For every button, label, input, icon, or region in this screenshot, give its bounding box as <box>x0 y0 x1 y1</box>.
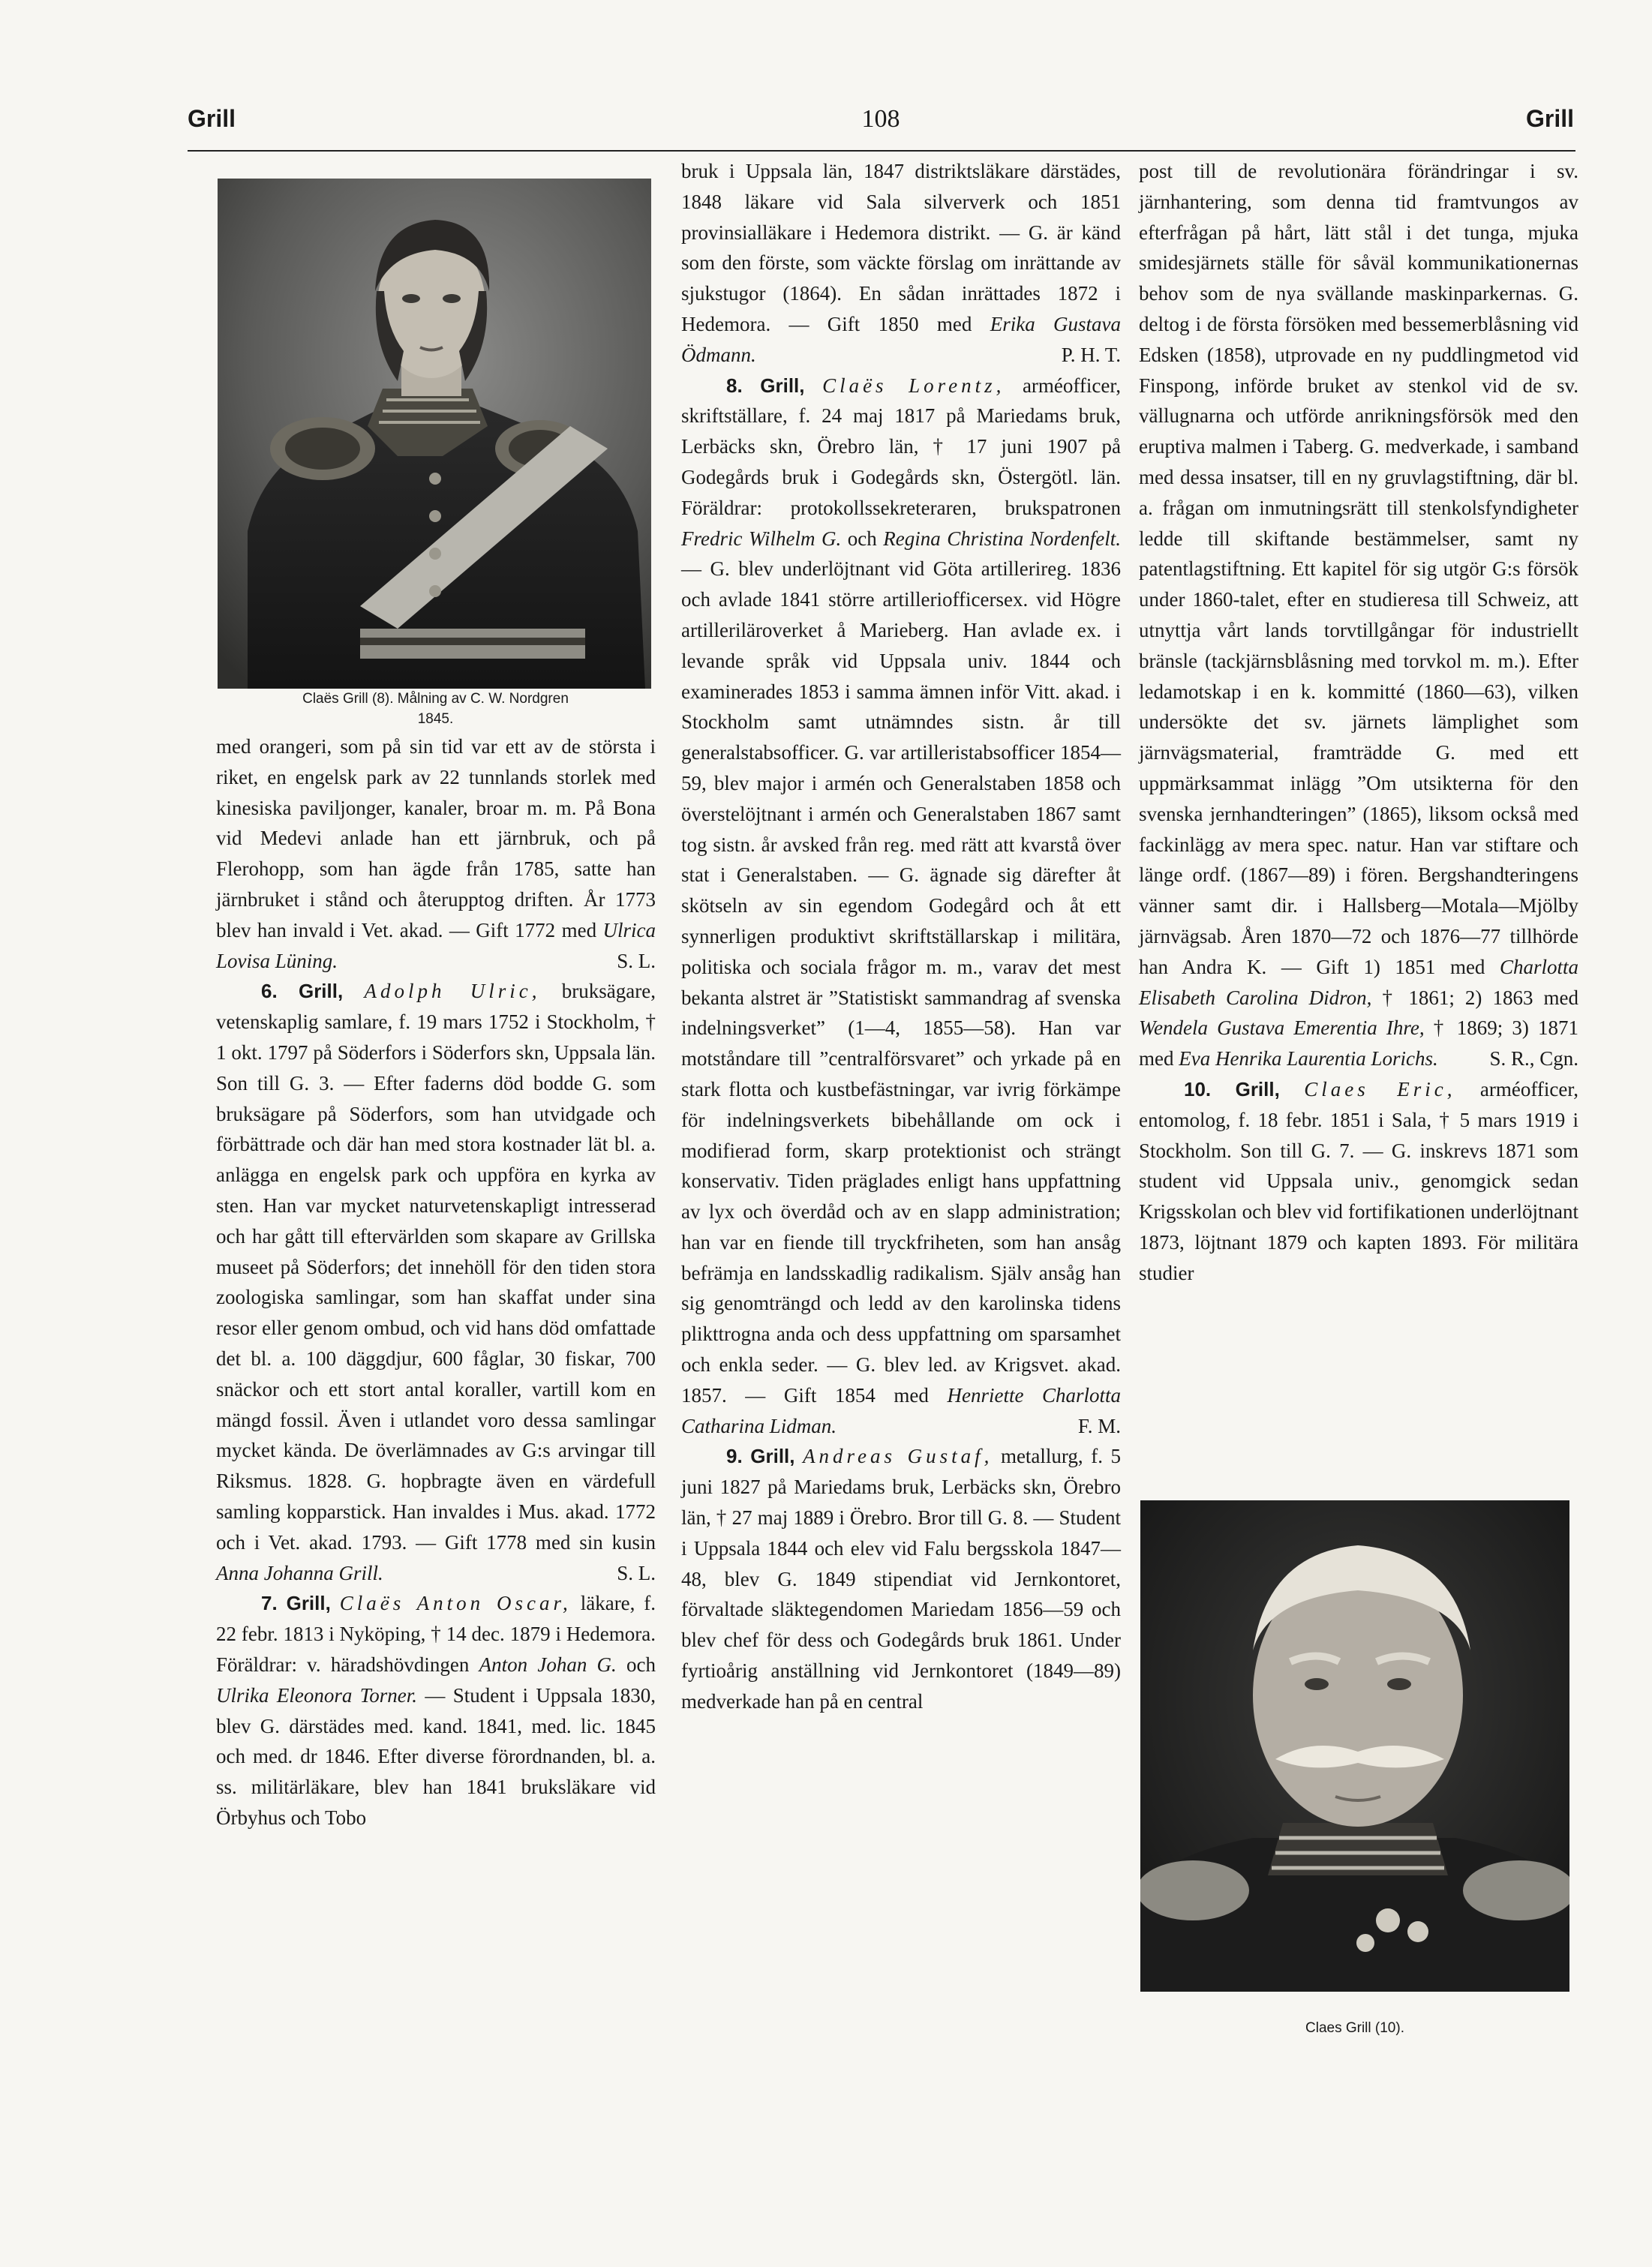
entry-headword: Grill, <box>1235 1077 1280 1100</box>
spouse-name: Henriette Charlotta Catharina Lidman. <box>681 1383 1121 1437</box>
paragraph <box>1139 156 1578 1074</box>
text: arméofficer, entomolog, f. 18 febr. 1851 i Sala, † 5 mars 1919 i Stockholm. Son till G. 7. — G. inskrevs 1871 som student vid Uppsala univ., genomgick sedan Krigsskolan och blev vid fortifikationen underlöjtnant 1873, löjtnant 1879 och kapten 1893. För militära studier <box>1139 1077 1578 1284</box>
entry-headword: Grill, <box>298 980 344 1003</box>
column-2 <box>681 156 1121 1717</box>
spouse-name: Anna Johanna Grill. <box>216 1561 383 1584</box>
entry-headword: Grill, <box>286 1592 331 1615</box>
author-signature: P. H. T. <box>1061 343 1121 366</box>
entry-given-name: Claës Anton Oscar, <box>339 1592 572 1615</box>
header-left-keyword: Grill <box>188 105 236 132</box>
text: † 1869; 3) 1871 med <box>1139 1016 1579 1070</box>
column-1 <box>216 731 656 1833</box>
portrait-1-caption <box>216 689 655 729</box>
author-signature: S. L. <box>617 1561 656 1584</box>
paragraph <box>216 731 656 976</box>
spouse-name: Eva Henrika Laurentia Lorichs. <box>1179 1047 1438 1070</box>
column-3 <box>1139 156 1578 1288</box>
entry-10 <box>1139 1074 1578 1289</box>
entry-given-name: Adolph Ulric, <box>364 980 541 1003</box>
entry-6 <box>216 976 656 1588</box>
caption-line: 1845. <box>417 711 454 727</box>
text: och <box>626 1653 656 1676</box>
entry-given-name: Andreas Gustaf, <box>803 1445 993 1468</box>
text: metallurg, f. 5 juni 1827 på Mariedams bruk, Lerbäcks skn, Örebro län, † 27 maj 1889 i Örebro. Bror till G. 8. — Student i Uppsala 1844 och elev vid Falu bergsskola 1847—48, blev G. 1849 stipendiat vid Jernkontoret, förvaltade släktegendomen Mariedam 1856—59 och blev chef för dess och Godegårds bruk 1861. Under fyrtioårig anställning vid Jernkontoret (1849—89) medverkade han på en central <box>681 1445 1122 1713</box>
entry-number: 8. <box>726 374 743 397</box>
author-signature: S. R., Cgn. <box>1489 1047 1578 1070</box>
author-signature: S. L. <box>617 949 656 972</box>
caption-line: Claes Grill (10). <box>1305 2020 1404 2036</box>
entry-number: 6. <box>261 980 278 1003</box>
entry-given-name: Claës Lorentz, <box>822 374 1005 397</box>
text: bruksägare, vetenskaplig samlare, f. 19 mars 1752 i Stockholm, † 1 okt. 1797 på Söderfors i Söderfors skn, Uppsala län. Son till G. 3. — Efter faderns död bodde G. som bruksägare på Söderfors, som han utvidgade och förbättrade och där han med stora kostnader lät bl. a. anlägga en engelsk park och uppföra en kyrka av sten. Han var mycket naturvetenskapligt intresserad och har gått till eftervärlden som skapare av Grillska museet på Söderfors; det innehöll för den tiden stora zoologiska samlingar, som han skaffat under sina resor eller genom ombud, och vid hans död omfattade det bl. a. 100 däggdjur, 600 fåglar, 30 fiskar, 700 snäckor och ett stort antal koraller, vartill kom en mängd fossil. Även i utlandet voro dessa samlingar mycket kända. De överlämnades av G:s arvingar till Riksmus. 1828. G. hopbragte även en värdefull samling kopparstick. Han invaldes i Mus. akad. 1772 och i Vet. akad. 1793. — Gift 1778 med sin kusin <box>216 980 656 1554</box>
spouse-name: Ulrica Lovisa Lüning. <box>216 918 656 972</box>
spouse-name: Erika Gustava Ödmann. <box>681 312 1122 366</box>
parent-name: Anton Johan G. <box>479 1653 617 1676</box>
parent-name: Ulrika Eleonora Torner. <box>216 1683 417 1707</box>
entry-9 <box>681 1441 1121 1716</box>
portrait-claes-grill-10 <box>1140 1500 1569 1992</box>
parent-name: Fredric Wilhelm G. <box>681 527 842 550</box>
header-right-keyword: Grill <box>1525 105 1574 132</box>
entry-number: 9. <box>726 1445 743 1468</box>
text: — G. blev underlöjtnant vid Göta artillerireg. 1836 och avlade 1841 större artilleriofficersex. vid Högre artilleriläroverket å Marieberg. Han avlade ex. i levande språk vid Uppsala univ. 1844 och examinerades 1853 i samma ämnen inför Vitt. akad. i Stockholm samt utnämndes sistn. år till generalstabsofficer. G. var artilleristabsofficer 1854—59, blev major i armén och Generalstaben 1858 och överstelöjtnant i armén och Generalstaben 1867 samt tog sistn. år avsked från reg. med rätt att kvarstå över stat i Generalstaben. — G. ägnade sig därefter åt skötseln av sin egendom Godegård och åt ett synnerligen produktivt skriftställarskap i militära, politiska och sociala frågor m. m., varav det mest bekanta alstret är ”Statistiskt sammandrag af svenska indelningsverket” (1—4, 1855—58). Han var motståndare till ”centralförsvaret” och yrkade på en stark flotta och kustbefästningar, var ivrig förkämpe för indelningsverkets bibehållande om ock i modifierad form, skarp protektionist och strängt konservativ. Tiden präglades enligt hans uppfattning av lyx och överdåd och av en slapp administration; han var en fiende till tryckfriheten, som han ansåg befrämja en landsskadlig radikalism. Själv ansåg han sig genomträngd och ledd av den karolinska tidens plikttrogna anda och dess uppfattning om sparsamhet och enkla seder. — G. blev led. av Krigsvet. akad. 1857. — Gift 1854 med <box>681 557 1121 1407</box>
portrait-claes-grill-8 <box>218 179 651 689</box>
text: post till de revolutionära förändringar i sv. järnhantering, som denna tid framtvungos av efterfrågan på hårt, lätt stål i det tunga, mjuka smidesjärnets ställe för såväl kommunikationernas behov som de nya svällande maskinparkernas. G. deltog i de första försöken med bessemerblåsning vid Edsken (1858), utprovade en ny puddlingmetod vid Finspong, införde bruket av stenkol vid de sv. vällugnarna och utförde anrikningsförsök med den eruptiva malmen i Taberg. G. medverkade, i samband med dessa insatser, till en ny gruvlagstiftning, där bl. a. frågan om inmutningsrätt till stenkolsfyndigheter ledde till skiftande bestämmelser, samt ny patentlagstiftning. Ett kapitel för sig utgör G:s försök under 1860-talet, efter en studieresa till Schweiz, att utnyttja vårt lands torvtillgångar för industriellt bränsle (tackjärnsblåsning med torvkol m. m.). Efter ledamotskap i en k. kommitté (1860—63), vilken undersökte det sv. järnets lämplighet som järnvägsmaterial, framträdde G. med ett uppmärksammat inlägg ”Om utsikterna för den svenska jernhandteringen” (1865), liksom också med fackinlägg av mera spec. natur. Han var stiftare och länge ordf. (1867—89) i fören. Bergshandteringens vänner samt dir. i Hallsberg—Motala—Mjölby järnvägsab. Åren 1870—72 och 1876—77 tillhörde han Andra K. — Gift 1) 1851 med <box>1139 160 1578 978</box>
entry-given-name: Claes Eric, <box>1304 1077 1456 1100</box>
entry-7 <box>216 1588 656 1833</box>
text: och <box>847 527 877 550</box>
entry-number: 10. <box>1184 1077 1212 1100</box>
paragraph <box>681 156 1121 371</box>
text: — Student i Uppsala 1830, blev G. därstädes med. kand. 1841, med. lic. 1845 och med. dr 1846. Efter diverse förordnanden, bl. a. ss. militärläkare, blev han 1841 bruksläkare vid Örbyhus och Tobo <box>216 1683 656 1829</box>
text: bruk i Uppsala län, 1847 distriktsläkare därstädes, 1848 läkare vid Sala silververk och 1851 provinsialläkare i Hedemora distrikt. — G. är känd som den förste, som väckte förslag om inrättande av sjukstugor (1864). En sådan inrättades 1872 i Hedemora. — Gift 1850 med <box>681 160 1121 335</box>
spouse-name: Wendela Gustava Emerentia Ihre, <box>1139 1016 1425 1040</box>
text: läkare, f. 22 febr. 1813 i Nyköping, † 14 dec. 1879 i Hedemora. Föräldrar: v. häradshövdingen <box>216 1592 656 1676</box>
header-rule <box>188 150 1575 152</box>
running-header <box>188 105 1574 150</box>
entry-number: 7. <box>261 1592 278 1615</box>
entry-headword: Grill, <box>750 1445 795 1468</box>
entry-8 <box>681 371 1121 1442</box>
page-number: 108 <box>861 105 900 133</box>
text: med orangeri, som på sin tid var ett av de största i riket, en engelsk park av 22 tunnlands storlek med kinesiska paviljonger, kanaler, broar m. m. På Bona vid Medevi anlade han ett järnbruk, och på Flerohopp, som han ägde från 1785, satte han järnbruket i stånd och återupptog driften. År 1773 blev han invald i Vet. akad. — Gift 1772 med <box>216 735 656 941</box>
author-signature: F. M. <box>1077 1414 1121 1437</box>
entry-headword: Grill, <box>760 374 805 397</box>
caption-line: Claës Grill (8). Målning av C. W. Nordgren <box>302 691 569 707</box>
text: arméofficer, skriftställare, f. 24 maj 1817 på Mariedams bruk, Lerbäcks skn, Örebro län, † 17 juni 1907 på Godegårds bruk i Godegårds skn, Östergötl. län. Föräldrar: protokollssekreteraren, brukspatronen <box>681 374 1122 519</box>
portrait-2-caption <box>1140 2018 1569 2038</box>
spouse-name: Charlotta Elisabeth Carolina Didron, <box>1139 955 1579 1009</box>
parent-name: Regina Christina Nordenfelt. <box>883 527 1122 550</box>
text: † 1861; 2) 1863 med <box>1382 986 1578 1009</box>
